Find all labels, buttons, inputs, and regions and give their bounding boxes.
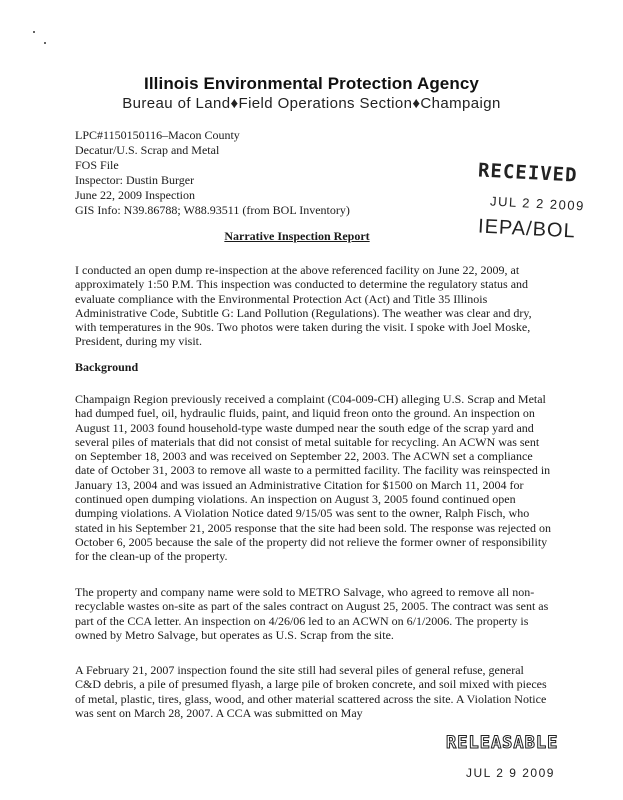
intro-paragraph: I conducted an open dump re-inspection at the above referenced facility on June 22, 2009, at approximately 1:50 P.M. This inspection was conducted to determine the regulatory status and evaluate compliance with the Environmental Protection Act (Act) and Title 35 Illinois Administrative Code, Subtitle G: Land Pollution (Regulations). The weather was clear and dry, with temperatures in the 90s. Two photos were taken during the visit. I spoke with Joel Moske, President, during my visit. <box>75 263 532 349</box>
report-title: Narrative Inspection Report <box>224 229 370 243</box>
scan-speck <box>33 31 35 33</box>
releasable-stamp: RELEASABLE <box>446 733 559 753</box>
background-heading: Background <box>75 360 139 374</box>
received-stamp-date: JUL 2 2 2009 <box>489 193 586 214</box>
background-paragraph-3: A February 21, 2007 inspection found the site still had several piles of general refuse, general C&D debris, a pile of presumed flyash, a large pile of broken concrete, and soil mixed with pieces of metal, plastic, tires, glass, wood, and other material scattered across the site. A Violation Notice was sent on March 28, 2007. A CCA was submitted on May <box>75 663 547 720</box>
background-paragraph-1: Champaign Region previously received a complaint (C04-009-CH) alleging U.S. Scrap and Metal had dumped fuel, oil, hydraulic fluids, paint, and liquid freon onto the ground. An inspection on August 11, 2003 found household-type waste dumped near the south edge of the scrap yard and several piles of materials that did not consist of metal suitable for recycling. An ACWN was sent on September 18, 2003 and was received on September 22, 2003. The ACWN set a compliance date of October 31, 2003 to remove all waste to a permitted facility. The facility was reinspected in January 13, 2004 and was issued an Administrative Citation for $1500 on March 11, 2004 for continued open dumping violations. An inspection on August 3, 2005 found continued open dumping violations. A Violation Notice dated 9/15/05 was sent to the owner, Ralph Fisch, who stated in his September 21, 2005 response that the site had been sold. The response was rejected on October 6, 2005 because the sale of the property did not relieve the former owner of responsibility for the clean-up of the property. <box>75 392 551 564</box>
bureau-line: Bureau of Land♦Field Operations Section♦Champaign <box>122 95 501 112</box>
scan-speck <box>44 42 46 44</box>
meta-line-inspection-date: June 22, 2009 Inspection <box>75 188 195 202</box>
meta-block <box>75 128 350 218</box>
agency-name: Illinois Environmental Protection Agency <box>144 74 479 93</box>
received-stamp-office: IEPA/BOL <box>477 215 577 243</box>
meta-line-gis-info: GIS Info: N39.86788; W88.93511 (from BOL Inventory) <box>75 203 350 217</box>
meta-line-inspector: Inspector: Dustin Burger <box>75 173 195 187</box>
releasable-stamp-date: JUL 2 9 2009 <box>466 766 555 780</box>
meta-line-file: FOS File <box>75 158 119 172</box>
meta-line-site-name: Decatur/U.S. Scrap and Metal <box>75 143 220 157</box>
meta-line-site-id: LPC#1150150116–Macon County <box>75 128 240 142</box>
received-stamp: RECEIVED <box>477 159 579 187</box>
background-paragraph-2: The property and company name were sold to METRO Salvage, who agreed to remove all non-recyclable wastes on-site as part of the sales contract on August 25, 2005. The contract was sent as part of the CCA letter. An inspection on 4/26/06 led to an ACWN on 6/1/2006. The property is owned by Metro Salvage, but operates as U.S. Scrap from the site. <box>75 585 549 642</box>
